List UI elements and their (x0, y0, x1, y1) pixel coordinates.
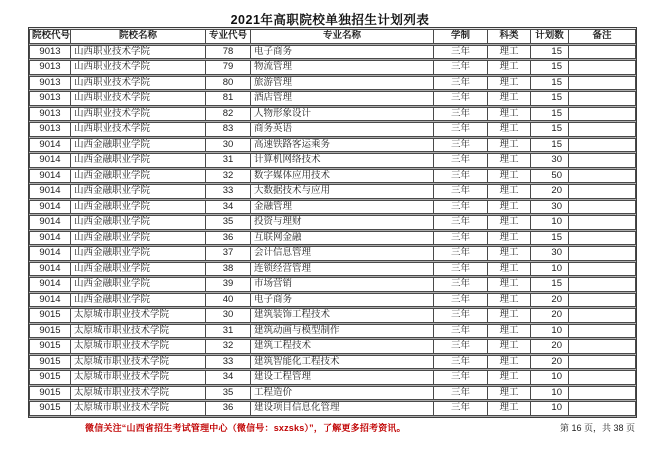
cell-major-code: 32 (206, 339, 251, 354)
cell-major-code: 37 (206, 246, 251, 261)
cell-major-code: 82 (206, 107, 251, 122)
table-row (29, 401, 636, 416)
cell-college-name: 山西职业技术学院 (71, 45, 206, 60)
cell-major-code: 38 (206, 262, 251, 277)
cell-plan-count: 15 (531, 107, 569, 122)
cell-major-name: 投资与理财 (251, 215, 434, 230)
cell-category: 理工 (488, 293, 531, 308)
cell-plan-count: 15 (531, 91, 569, 106)
cell-remark (569, 153, 636, 168)
cell-plan-count: 10 (531, 215, 569, 230)
cell-duration: 三年 (434, 262, 488, 277)
table-row (29, 215, 636, 230)
cell-remark (569, 215, 636, 230)
cell-major-code: 36 (206, 401, 251, 416)
cell-duration: 三年 (434, 231, 488, 246)
cell-remark (569, 169, 636, 184)
cell-category: 理工 (488, 246, 531, 261)
cell-plan-count: 15 (531, 277, 569, 292)
cell-category: 理工 (488, 76, 531, 91)
cell-college-code: 9015 (29, 308, 71, 323)
enrollment-plan-table (29, 28, 636, 417)
cell-duration: 三年 (434, 386, 488, 401)
cell-major-name: 酒店管理 (251, 91, 434, 106)
cell-major-code: 34 (206, 200, 251, 215)
cell-duration: 三年 (434, 293, 488, 308)
page-number: 第 16 页，共 38 页 (559, 423, 635, 433)
cell-plan-count: 30 (531, 153, 569, 168)
cell-college-code: 9014 (29, 231, 71, 246)
cell-college-code: 9013 (29, 122, 71, 137)
cell-major-code: 30 (206, 138, 251, 153)
cell-remark (569, 277, 636, 292)
cell-major-name: 数字媒体应用技术 (251, 169, 434, 184)
cell-category: 理工 (488, 138, 531, 153)
cell-duration: 三年 (434, 308, 488, 323)
page-title: 2021年高职院校单独招生计划列表 (230, 13, 430, 27)
cell-college-name: 山西金融职业学院 (71, 231, 206, 246)
cell-college-name: 山西职业技术学院 (71, 91, 206, 106)
cell-major-name: 电子商务 (251, 293, 434, 308)
table-row (29, 370, 636, 385)
cell-major-name: 市场营销 (251, 277, 434, 292)
cell-college-name: 太原城市职业技术学院 (71, 324, 206, 339)
cell-plan-count: 20 (531, 339, 569, 354)
column-header-major-name: 专业名称 (251, 29, 434, 44)
cell-college-code: 9014 (29, 169, 71, 184)
table-row (29, 262, 636, 277)
cell-major-name: 旅游管理 (251, 76, 434, 91)
column-header-college-name: 院校名称 (71, 29, 206, 44)
cell-category: 理工 (488, 169, 531, 184)
cell-category: 理工 (488, 277, 531, 292)
cell-college-code: 9014 (29, 277, 71, 292)
cell-college-name: 山西金融职业学院 (71, 293, 206, 308)
cell-major-code: 40 (206, 293, 251, 308)
cell-college-code: 9015 (29, 370, 71, 385)
cell-plan-count: 20 (531, 293, 569, 308)
cell-college-code: 9013 (29, 107, 71, 122)
cell-college-name: 山西金融职业学院 (71, 184, 206, 199)
cell-duration: 三年 (434, 339, 488, 354)
cell-category: 理工 (488, 153, 531, 168)
table-row (29, 324, 636, 339)
cell-college-code: 9014 (29, 200, 71, 215)
cell-college-code: 9014 (29, 153, 71, 168)
table-row (29, 107, 636, 122)
cell-remark (569, 91, 636, 106)
table-row (29, 60, 636, 75)
cell-major-code: 39 (206, 277, 251, 292)
cell-major-name: 建设工程管理 (251, 370, 434, 385)
cell-college-code: 9014 (29, 138, 71, 153)
cell-major-code: 83 (206, 122, 251, 137)
cell-major-code: 32 (206, 169, 251, 184)
cell-remark (569, 122, 636, 137)
table-row (29, 339, 636, 354)
cell-major-code: 35 (206, 386, 251, 401)
cell-major-code: 78 (206, 45, 251, 60)
cell-category: 理工 (488, 355, 531, 370)
page-footer (28, 421, 635, 434)
column-header-category: 科类 (488, 29, 531, 44)
table-row (29, 386, 636, 401)
cell-category: 理工 (488, 231, 531, 246)
cell-plan-count: 10 (531, 262, 569, 277)
cell-college-name: 太原城市职业技术学院 (71, 370, 206, 385)
column-header-major-code: 专业代号 (206, 29, 251, 44)
cell-college-code: 9014 (29, 184, 71, 199)
cell-remark (569, 370, 636, 385)
cell-duration: 三年 (434, 60, 488, 75)
cell-major-code: 33 (206, 184, 251, 199)
cell-category: 理工 (488, 91, 531, 106)
cell-major-name: 大数据技术与应用 (251, 184, 434, 199)
enrollment-plan-table-frame (28, 27, 637, 418)
cell-duration: 三年 (434, 169, 488, 184)
cell-duration: 三年 (434, 184, 488, 199)
cell-college-code: 9013 (29, 76, 71, 91)
cell-college-code: 9015 (29, 339, 71, 354)
cell-major-code: 30 (206, 308, 251, 323)
table-row (29, 91, 636, 106)
cell-category: 理工 (488, 370, 531, 385)
cell-major-name: 商务英语 (251, 122, 434, 137)
cell-category: 理工 (488, 122, 531, 137)
cell-college-code: 9015 (29, 355, 71, 370)
cell-plan-count: 10 (531, 370, 569, 385)
cell-category: 理工 (488, 324, 531, 339)
cell-major-name: 会计信息管理 (251, 246, 434, 261)
table-row (29, 45, 636, 60)
cell-remark (569, 386, 636, 401)
cell-plan-count: 15 (531, 60, 569, 75)
table-row (29, 200, 636, 215)
cell-plan-count: 20 (531, 355, 569, 370)
cell-major-code: 33 (206, 355, 251, 370)
column-header-college-code: 院校代号 (29, 29, 71, 44)
cell-remark (569, 138, 636, 153)
cell-major-code: 81 (206, 91, 251, 106)
table-row (29, 184, 636, 199)
cell-college-code: 9013 (29, 91, 71, 106)
cell-major-name: 计算机网络技术 (251, 153, 434, 168)
cell-major-code: 80 (206, 76, 251, 91)
cell-college-code: 9014 (29, 246, 71, 261)
cell-remark (569, 324, 636, 339)
cell-college-name: 山西金融职业学院 (71, 215, 206, 230)
cell-duration: 三年 (434, 107, 488, 122)
table-row (29, 153, 636, 168)
cell-college-code: 9015 (29, 386, 71, 401)
cell-duration: 三年 (434, 122, 488, 137)
cell-remark (569, 107, 636, 122)
cell-major-name: 建筑装饰工程技术 (251, 308, 434, 323)
cell-category: 理工 (488, 107, 531, 122)
cell-plan-count: 30 (531, 246, 569, 261)
cell-duration: 三年 (434, 215, 488, 230)
cell-major-name: 高速铁路客运乘务 (251, 138, 434, 153)
cell-category: 理工 (488, 262, 531, 277)
cell-major-name: 金融管理 (251, 200, 434, 215)
cell-college-name: 山西职业技术学院 (71, 76, 206, 91)
cell-college-name: 山西金融职业学院 (71, 262, 206, 277)
wechat-notice: 微信关注“山西省招生考试管理中心（微信号：sxzsks）”，了解更多招考资讯。 (85, 423, 406, 433)
table-row (29, 122, 636, 137)
cell-duration: 三年 (434, 45, 488, 60)
column-header-duration: 学制 (434, 29, 488, 44)
table-row (29, 355, 636, 370)
cell-remark (569, 45, 636, 60)
cell-college-code: 9014 (29, 215, 71, 230)
cell-college-name: 山西金融职业学院 (71, 138, 206, 153)
cell-college-code: 9014 (29, 262, 71, 277)
cell-remark (569, 184, 636, 199)
table-row (29, 308, 636, 323)
cell-duration: 三年 (434, 200, 488, 215)
cell-major-name: 建设项目信息化管理 (251, 401, 434, 416)
cell-remark (569, 200, 636, 215)
cell-plan-count: 15 (531, 45, 569, 60)
table-row (29, 76, 636, 91)
cell-category: 理工 (488, 60, 531, 75)
cell-plan-count: 10 (531, 324, 569, 339)
cell-major-code: 31 (206, 153, 251, 168)
table-row (29, 169, 636, 184)
cell-major-name: 人物形象设计 (251, 107, 434, 122)
cell-remark (569, 293, 636, 308)
cell-plan-count: 15 (531, 122, 569, 137)
cell-plan-count: 15 (531, 76, 569, 91)
cell-plan-count: 10 (531, 386, 569, 401)
cell-plan-count: 15 (531, 138, 569, 153)
cell-college-name: 太原城市职业技术学院 (71, 386, 206, 401)
cell-remark (569, 308, 636, 323)
cell-category: 理工 (488, 386, 531, 401)
cell-major-name: 建筑智能化工程技术 (251, 355, 434, 370)
cell-major-name: 建筑动画与模型制作 (251, 324, 434, 339)
cell-category: 理工 (488, 184, 531, 199)
cell-category: 理工 (488, 308, 531, 323)
cell-remark (569, 262, 636, 277)
cell-college-code: 9013 (29, 60, 71, 75)
cell-college-name: 山西职业技术学院 (71, 122, 206, 137)
cell-category: 理工 (488, 45, 531, 60)
cell-remark (569, 231, 636, 246)
cell-major-code: 35 (206, 215, 251, 230)
cell-major-name: 连锁经营管理 (251, 262, 434, 277)
cell-college-name: 太原城市职业技术学院 (71, 339, 206, 354)
table-body (29, 45, 636, 416)
cell-category: 理工 (488, 215, 531, 230)
cell-college-name: 山西金融职业学院 (71, 169, 206, 184)
cell-major-name: 互联网金融 (251, 231, 434, 246)
cell-duration: 三年 (434, 153, 488, 168)
table-row (29, 231, 636, 246)
cell-college-name: 山西职业技术学院 (71, 107, 206, 122)
cell-major-name: 物流管理 (251, 60, 434, 75)
cell-major-name: 电子商务 (251, 45, 434, 60)
cell-category: 理工 (488, 401, 531, 416)
cell-duration: 三年 (434, 76, 488, 91)
cell-remark (569, 76, 636, 91)
cell-college-name: 太原城市职业技术学院 (71, 401, 206, 416)
table-row (29, 277, 636, 292)
cell-duration: 三年 (434, 370, 488, 385)
cell-remark (569, 60, 636, 75)
cell-duration: 三年 (434, 91, 488, 106)
cell-college-code: 9015 (29, 324, 71, 339)
cell-plan-count: 20 (531, 184, 569, 199)
cell-category: 理工 (488, 200, 531, 215)
cell-plan-count: 15 (531, 231, 569, 246)
cell-duration: 三年 (434, 324, 488, 339)
cell-college-code: 9014 (29, 293, 71, 308)
cell-duration: 三年 (434, 138, 488, 153)
cell-college-name: 山西金融职业学院 (71, 246, 206, 261)
cell-duration: 三年 (434, 401, 488, 416)
cell-college-name: 山西金融职业学院 (71, 153, 206, 168)
cell-plan-count: 20 (531, 308, 569, 323)
cell-college-name: 山西职业技术学院 (71, 60, 206, 75)
column-header-plan-count: 计划数 (531, 29, 569, 44)
cell-duration: 三年 (434, 246, 488, 261)
cell-remark (569, 355, 636, 370)
cell-college-name: 山西金融职业学院 (71, 277, 206, 292)
cell-category: 理工 (488, 339, 531, 354)
cell-major-code: 31 (206, 324, 251, 339)
cell-major-name: 建筑工程技术 (251, 339, 434, 354)
cell-plan-count: 50 (531, 169, 569, 184)
cell-major-code: 34 (206, 370, 251, 385)
cell-college-code: 9013 (29, 45, 71, 60)
cell-remark (569, 246, 636, 261)
cell-remark (569, 401, 636, 416)
cell-major-code: 36 (206, 231, 251, 246)
table-row (29, 293, 636, 308)
cell-college-name: 山西金融职业学院 (71, 200, 206, 215)
cell-duration: 三年 (434, 277, 488, 292)
cell-remark (569, 339, 636, 354)
column-header-remark: 备注 (569, 29, 636, 44)
cell-plan-count: 10 (531, 401, 569, 416)
header-row (29, 29, 636, 44)
cell-college-name: 太原城市职业技术学院 (71, 355, 206, 370)
table-row (29, 246, 636, 261)
table-row (29, 138, 636, 153)
cell-major-name: 工程造价 (251, 386, 434, 401)
cell-college-name: 太原城市职业技术学院 (71, 308, 206, 323)
cell-duration: 三年 (434, 355, 488, 370)
cell-plan-count: 30 (531, 200, 569, 215)
cell-major-code: 79 (206, 60, 251, 75)
cell-college-code: 9015 (29, 401, 71, 416)
